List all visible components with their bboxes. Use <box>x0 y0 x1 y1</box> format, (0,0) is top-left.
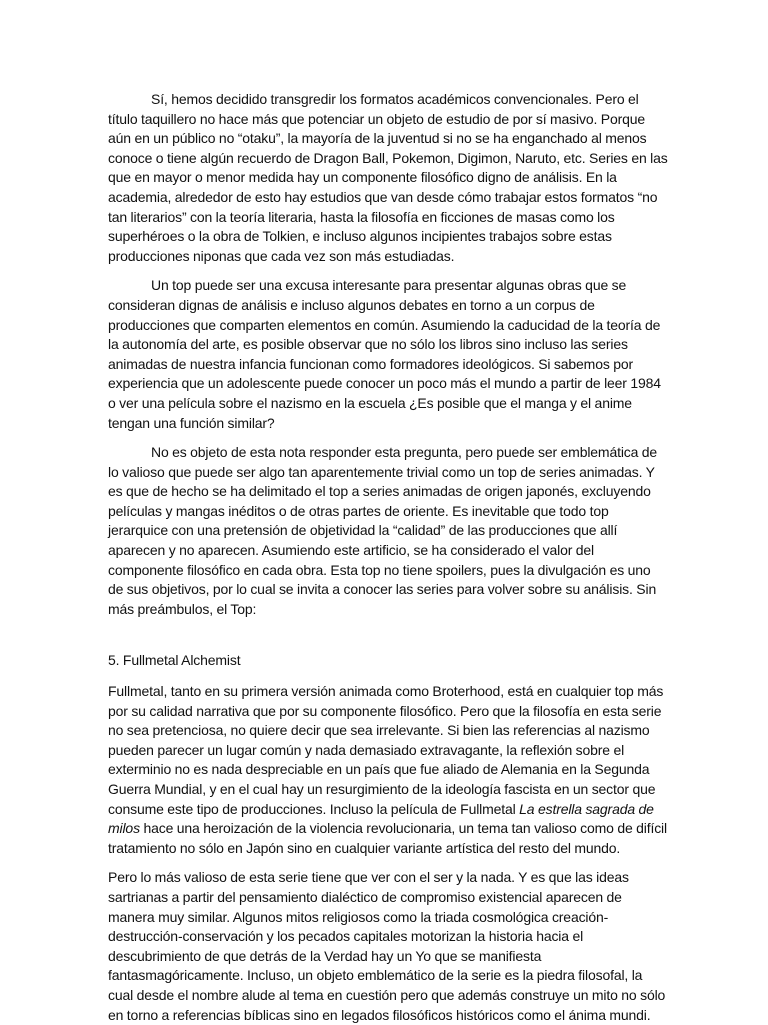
section-paragraph-1-text-a: Fullmetal, tanto en su primera versión animada como Broterhood, está en cualquier top más por su calidad narrativa que por su componente filosófico. Pero que la filosofía en esta serie no sea pretenciosa, no quiere decir que sea irrelevante. Si bien las referencias al nazismo pueden parecer un lugar común y nada demasiado extravagante, la reflexión sobre el exterminio no es nada despreciable en un país que fue aliado de Alemania en la Segunda Guerra Mundial, y en el cual hay un resurgimiento de la ideología fascista en un sector que consume este tipo de producciones. Incluso la película de Fullmetal <box>108 683 664 817</box>
intro-paragraph-1: Sí, hemos decidido transgredir los formatos académicos convencionales. Pero el título taquillero no hace más que potenciar un objeto de estudio de por sí masivo. Porque aún en un público no “otaku”, la mayoría de la juventud si no se ha enganchado al menos conoce o tiene algún recuerdo de Dragon Ball, Pokemon, Digimon, Naruto, etc. Series en las que en mayor o menor medida hay un componente filosófico digno de análisis. En la academia, alrededor de esto hay estudios que van desde cómo trabajar estos formatos “no tan literarios” con la teoría literaria, hasta la filosofía en ficciones de masas como los superhéroes o la obra de Tolkien, e incluso algunos incipientes trabajos sobre estas producciones niponas que cada vez son más estudiadas. <box>108 91 668 264</box>
intro-paragraph-2: Un top puede ser una excusa interesante para presentar algunas obras que se consideran dignas de análisis e incluso algunos debates en torno a un corpus de producciones que comparten elementos en común. Asumiendo la caducidad de la teoría de la autonomía del arte, es posible observar que no sólo los libros sino incluso las series animadas de nuestra infancia funcionan como formadores ideológicos. Si sabemos por experiencia que un adolescente puede conocer un poco más el mundo a partir de leer 1984 o ver una película sobre el nazismo en la escuela ¿Es posible que el manga y el anime tengan una función similar? <box>108 277 661 431</box>
film-title-italic: La estrella sagrada de milos <box>108 800 654 837</box>
section-paragraph-1 <box>108 682 668 858</box>
intro-paragraph-3: No es objeto de esta nota responder esta pregunta, pero puede ser emblemática de lo valioso que puede ser algo tan aparentemente trivial como un top de series animadas. Y es que de hecho se ha delimitado el top a series animadas de origen japonés, excluyendo películas y mangas inéditos o de otras partes de oriente. Es inevitable que todo top jerarquice con una pretensión de objetividad la “calidad” de las producciones que allí aparecen y no aparecen. Asumiendo este artificio, se ha considerado el valor del componente filosófico en cada obra. Esta top no tiene spoilers, pues la divulgación es uno de sus objetivos, por lo cual se invita a conocer las series para volver sobre su análisis. Sin más preámbulos, el Top: <box>108 444 658 617</box>
section-heading: 5. Fullmetal Alchemist <box>108 652 241 669</box>
section-paragraph-1-text-b: hace una heroización de la violencia revolucionaria, un tema tan valioso como de difícil tratamiento no sólo en Japón sino en cualquier variante artística del resto del mundo. <box>108 820 667 856</box>
section-paragraph-2: Pero lo más valioso de esta serie tiene que ver con el ser y la nada. Y es que las ideas sartrianas a partir del pensamiento dialéctico de compromiso existencial aparecen de manera muy similar. Algunos mitos religiosos como la triada cosmológica creación-destrucción-conservación y los pecados capitales motorizan la historia hacia el descubrimiento de que detrás de la Verdad hay un Yo que se manifiesta fantasmagóricamente. Incluso, un objeto emblemático de la serie es la piedra filosofal, la cual desde el nombre alude al tema en cuestión pero que además construye un mito no sólo en torno a referencias bíblicas sino en legados filosóficos históricos como el ánima mundi. <box>108 869 666 1023</box>
